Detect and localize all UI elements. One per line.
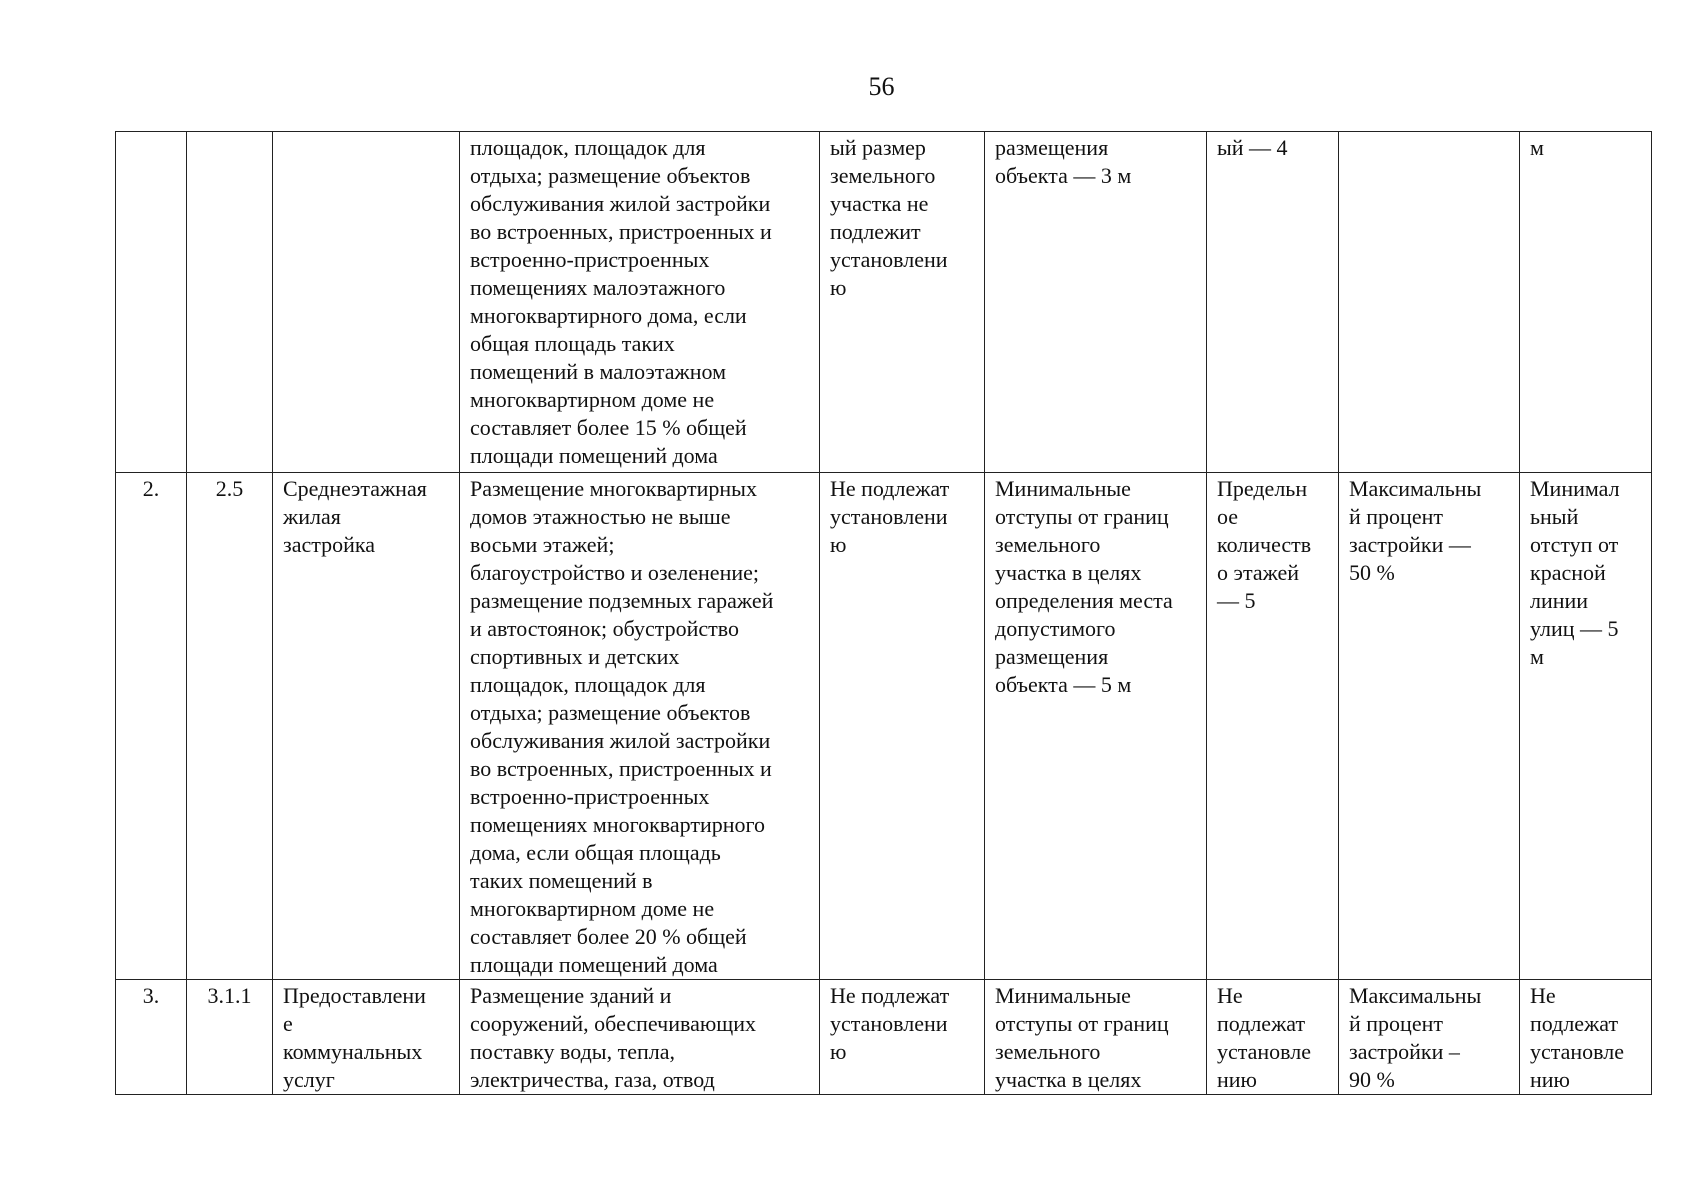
- description-cell: Размещение многоквартирных домов этажностью не выше восьми этажей; благоустройство и озеленение; размещение подземных гаражей и автостоянок; обустройство спортивных и детских площадок, площадок для отдыха; размещение объектов обслуживания жилой застройки во встроенных, пристроенных и встроенно-пристроенных помещениях многоквартирного дома, если общая площадь таких помещений в многоквартирном доме не составляет более 20 % общей площади помещений дома: [460, 473, 820, 980]
- page-number: 56: [868, 72, 895, 101]
- red-line-cell: Минимал ьный отступ от красной линии улиц — 5 м: [1520, 473, 1652, 980]
- table-row: [116, 132, 1652, 473]
- row-number-cell: 2.: [116, 473, 187, 980]
- zoning-regulations-table: [115, 131, 1652, 1095]
- land-use-code-cell: 3.1.1: [187, 980, 273, 1095]
- red-line-cell: Не подлежат установле нию: [1520, 980, 1652, 1095]
- setbacks-cell: размещения объекта — 3 м: [985, 132, 1207, 473]
- floors-cell: ый — 4: [1207, 132, 1339, 473]
- setbacks-cell: Минимальные отступы от границ земельного участка в целях: [985, 980, 1207, 1095]
- table-row: [116, 473, 1652, 980]
- land-use-name-cell: [273, 132, 460, 473]
- description-cell: площадок, площадок для отдыха; размещение объектов обслуживания жилой застройки во встроенных, пристроенных и встроенно-пристроенных помещениях малоэтажного многоквартирного дома, если общая площадь таких помещений в малоэтажном многоквартирном доме не составляет более 15 % общей площади помещений дома: [460, 132, 820, 473]
- row-number-cell: [116, 132, 187, 473]
- setbacks-cell: Минимальные отступы от границ земельного участка в целях определения места допустимого размещения объекта — 5 м: [985, 473, 1207, 980]
- plot-size-cell: ый размер земельного участка не подлежит установлени ю: [820, 132, 985, 473]
- land-use-name-cell: Предоставлени е коммунальных услуг: [273, 980, 460, 1095]
- coverage-cell: [1339, 132, 1520, 473]
- floors-cell: Не подлежат установле нию: [1207, 980, 1339, 1095]
- red-line-cell: м: [1520, 132, 1652, 473]
- land-use-code-cell: [187, 132, 273, 473]
- plot-size-cell: Не подлежат установлени ю: [820, 473, 985, 980]
- plot-size-cell: Не подлежат установлени ю: [820, 980, 985, 1095]
- description-cell: Размещение зданий и сооружений, обеспечивающих поставку воды, тепла, электричества, газа, отвод: [460, 980, 820, 1095]
- floors-cell: Предельн ое количеств о этажей — 5: [1207, 473, 1339, 980]
- coverage-cell: Максимальны й процент застройки — 50 %: [1339, 473, 1520, 980]
- table-row: [116, 980, 1652, 1095]
- row-number-cell: 3.: [116, 980, 187, 1095]
- land-use-name-cell: Среднеэтажная жилая застройка: [273, 473, 460, 980]
- land-use-code-cell: 2.5: [187, 473, 273, 980]
- coverage-cell: Максимальны й процент застройки – 90 %: [1339, 980, 1520, 1095]
